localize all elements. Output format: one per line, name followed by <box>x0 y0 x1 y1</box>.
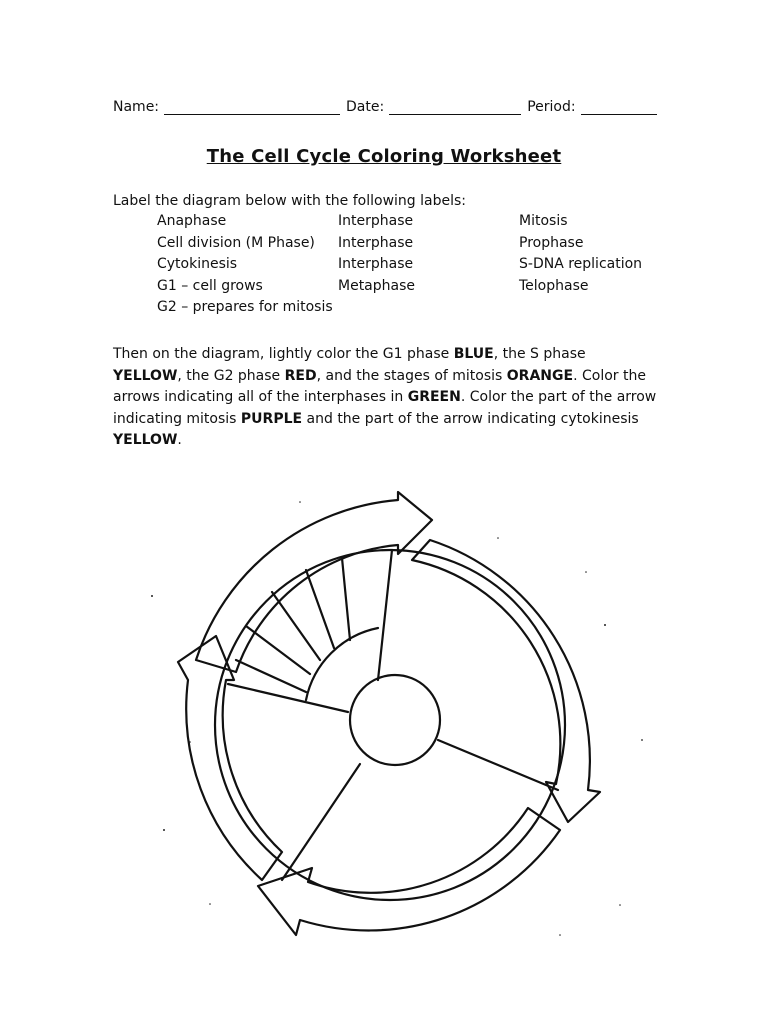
spoke-right <box>438 740 558 790</box>
spoke-lower-left <box>282 764 360 880</box>
instructions-text: Label the diagram below with the following labels: <box>113 193 467 209</box>
speckles <box>151 501 660 936</box>
mitosis-arc <box>306 628 378 700</box>
name-blank[interactable] <box>164 100 340 115</box>
cell-cycle-diagram <box>140 478 660 948</box>
arrow-bottom[interactable] <box>258 808 560 935</box>
label-item: G1 – cell grows <box>157 277 263 294</box>
label-item: Metaphase <box>338 277 416 294</box>
label-item: S-DNA replication <box>519 256 643 272</box>
para-text: . <box>177 432 182 449</box>
label-item: Mitosis <box>519 213 568 229</box>
spoke-left <box>228 684 348 712</box>
arrow-top[interactable] <box>196 492 432 672</box>
date-label: Date: <box>346 99 385 115</box>
color-word: ORANGE <box>506 367 574 384</box>
center-circle <box>350 675 440 765</box>
outer-arrow-ring <box>178 492 600 935</box>
para-text: , the S phase <box>493 346 586 362</box>
arrow-left[interactable] <box>178 636 282 880</box>
label-item: Cytokinesis <box>157 256 238 272</box>
mitosis-div-1 <box>342 558 350 640</box>
para-text: , the G2 phase <box>177 367 285 384</box>
label-item: Cell division (M Phase) <box>157 234 315 251</box>
para-text: . Color the arrows indicating all of the interphases in <box>113 367 646 406</box>
page-title: The Cell Cycle Coloring Worksheet <box>206 146 562 167</box>
para-text: , and the stages of mitosis <box>316 367 507 384</box>
para-text: . Color the part of the arrow indicating mitosis <box>113 389 657 427</box>
color-word: RED <box>284 367 317 384</box>
color-word: GREEN <box>407 389 461 406</box>
label-item: Interphase <box>338 234 414 251</box>
label-item: Interphase <box>338 256 414 272</box>
color-word: PURPLE <box>240 410 303 427</box>
label-item: G2 – prepares for mitosis <box>157 299 333 315</box>
label-item: Anaphase <box>157 213 227 229</box>
spoke-top <box>378 550 392 680</box>
cycle-wheel <box>215 550 565 900</box>
arrow-right[interactable] <box>412 540 600 822</box>
date-blank[interactable] <box>389 100 521 115</box>
period-blank[interactable] <box>581 100 657 115</box>
color-word: YELLOW <box>113 367 178 384</box>
para-text: Then on the diagram, lightly color the G1 phase <box>113 346 454 362</box>
header-row <box>113 93 658 115</box>
name-label: Name: <box>113 99 160 115</box>
label-item: Prophase <box>519 234 584 251</box>
period-label: Period: <box>527 99 576 115</box>
color-word: YELLOW <box>113 432 178 449</box>
color-word: BLUE <box>453 346 494 362</box>
label-item: Telophase <box>519 277 589 294</box>
para-text: and the part of the arrow indicating cytokinesis <box>302 410 639 427</box>
mitosis-div-2 <box>306 570 334 648</box>
label-item: Interphase <box>338 213 414 229</box>
coloring-instructions <box>113 344 658 452</box>
